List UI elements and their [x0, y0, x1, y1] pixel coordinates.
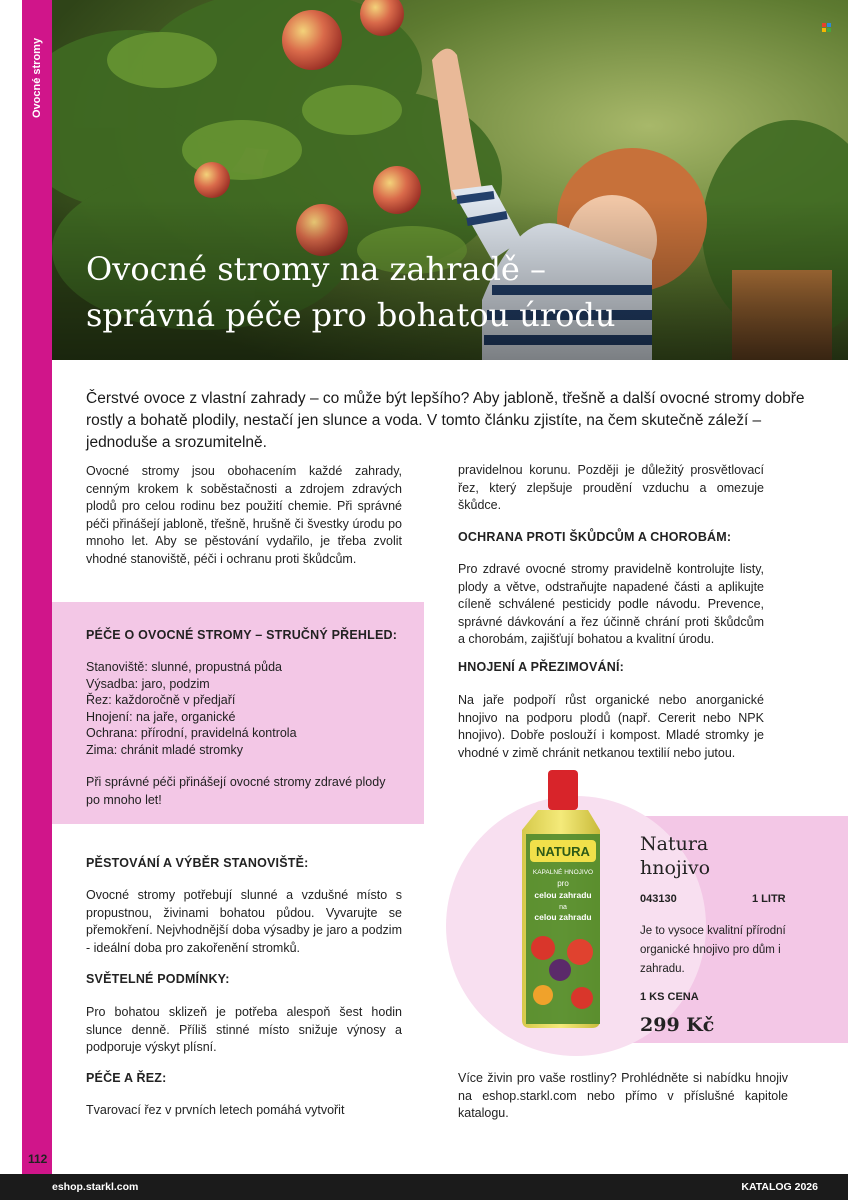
page-title	[86, 246, 806, 338]
section-text-planting: Ovocné stromy potřebují slunné a vzdušné místo s propustnou, živinami bohatou půdou. Vyvarujte se přemokření. Nejvhodnější doba výsadby je jaro a podzim - ideální doba pro zakořenění stromků.	[86, 888, 402, 955]
section-heading-pests: OCHRANA PROTI ŠKŮDCŮM A CHOROBÁM:	[458, 530, 732, 544]
footer-bar	[0, 1174, 848, 1200]
section-text-pruning: Tvarovací řez v prvních letech pomáhá vytvořit	[86, 1103, 345, 1117]
section-label	[29, 30, 47, 130]
summary-item: Stanoviště: slunné, propustná půda	[86, 660, 282, 674]
section-heading-light: SVĚTELNÉ PODMÍNKY:	[86, 972, 230, 986]
bottle-line-2: pro	[557, 879, 569, 888]
summary-item: Hnojení: na jaře, organické	[86, 709, 236, 724]
footer-website: eshop.starkl.com	[52, 1181, 139, 1193]
section-label-text: Ovocné stromy	[31, 37, 43, 118]
bottle-line-4: na	[559, 904, 567, 911]
footer-catalog: KATALOG 2026	[741, 1181, 818, 1193]
summary-box-title: PÉČE O OVOCNÉ STROMY – STRUČNÝ PŘEHLED:	[86, 628, 398, 642]
product-code: 043130	[640, 893, 677, 905]
apple-1	[282, 10, 342, 70]
product-bottle-image	[508, 770, 618, 1032]
summary-item: Zima: chránit mladé stromky	[86, 742, 243, 757]
summary-note: Při správné péči přinášejí ovocné stromy zdravé plody po mnoho let!	[86, 775, 386, 807]
side-accent-bar	[22, 0, 52, 1174]
bottle-line-5: celou zahradu	[534, 912, 592, 922]
summary-box	[52, 602, 424, 824]
section-heading-planting: PĚSTOVÁNÍ A VÝBĚR STANOVIŠTĚ:	[86, 856, 309, 870]
section-text-light: Pro bohatou sklizeň je potřeba alespoň šest hodin slunce denně. Příliš stinné místo snižuje výnosy a podporuje výskyt plísní.	[86, 1005, 402, 1054]
hero-image	[52, 0, 848, 360]
product-size: 1 LITR	[752, 893, 786, 905]
section-text-pests: Pro zdravé ovocné stromy pravidelně kontrolujte listy, plody a větve, odstraňujte napadené části a aplikujte cíleně schválené pesticidy podle návodu. Prevence, správné dávkování a řez účinně chrání proti škůdcům a chorobám, zajišťují bohatou a kvalitní úrodu.	[458, 562, 764, 646]
product-description: Je to vysoce kvalitní přírodní organické hnojivo pro dům i zahradu.	[640, 925, 786, 975]
product-price: 299 Kč	[640, 1014, 715, 1036]
brand-logo-icon	[822, 23, 832, 33]
section-heading-pruning: PÉČE A ŘEZ:	[86, 1071, 167, 1085]
pruning-continued-text: pravidelnou korunu. Později je důležitý prosvětlovací řez, který zlepšuje proudění vzduchu a omezuje škůdce.	[458, 463, 764, 512]
page-title-line-2: správná péče pro bohatou úrodu	[86, 296, 616, 334]
section-heading-fertilizing: HNOJENÍ A PŘEZIMOVÁNÍ:	[458, 660, 624, 674]
product-name	[640, 832, 710, 880]
outro-paragraph: Více živin pro vaše rostliny? Prohlédněte si nabídku hnojiv na eshop.starkl.com nebo přímo v příslušné kapitole katalogu.	[458, 1071, 788, 1120]
bottle-brand: NATURA	[536, 844, 590, 859]
product-name-line-2: hnojivo	[640, 857, 711, 879]
product-price-label: 1 KS CENA	[640, 991, 699, 1003]
section-text-fertilizing: Na jaře podpoří růst organické nebo anorganické hnojivo na podporu plodů (např. Cererit nebo NPK hnojivo). Dobře poslouží i kompost. Mladé stromky je vhodné v zimě chránit netkanou textilií nebo jutou.	[458, 693, 764, 760]
summary-item: Ochrana: přírodní, pravidelná kontrola	[86, 726, 297, 740]
bottle-line-3: celou zahradu	[534, 890, 592, 900]
summary-item: Řez: každoročně v předjaří	[86, 693, 236, 707]
summary-item: Výsadba: jaro, podzim	[86, 676, 210, 691]
product-name-line-1: Natura	[640, 833, 709, 855]
lead-paragraph: Čerstvé ovoce z vlastní zahrady – co může být lepšího? Aby jabloně, třešně a další ovocné stromy dobře rostly a bohatě plodily, nestačí jen slunce a voda. V tomto článku zjistíte, na čem skutečně záleží – jednoduše a srozumitelně.	[86, 390, 805, 451]
page-number: 112	[28, 1152, 48, 1166]
intro-paragraph: Ovocné stromy jsou obohacením každé zahrady, cenným krokem k soběstačnosti a zdrojem zdravých plodů pro celou rodinu bez použití chemie. Při správné péči přinášejí jabloně, třešně, hrušně či švestky úrodu po mnoho let. Aby se pěstování vydařilo, je třeba zvolit vhodné stanoviště, péči i ochranu proti škůdcům.	[86, 464, 402, 566]
summary-list	[86, 659, 297, 758]
page-title-line-1: Ovocné stromy na zahradě –	[86, 250, 547, 288]
bottle-line-1: KAPALNÉ HNOJIVO	[532, 869, 594, 876]
